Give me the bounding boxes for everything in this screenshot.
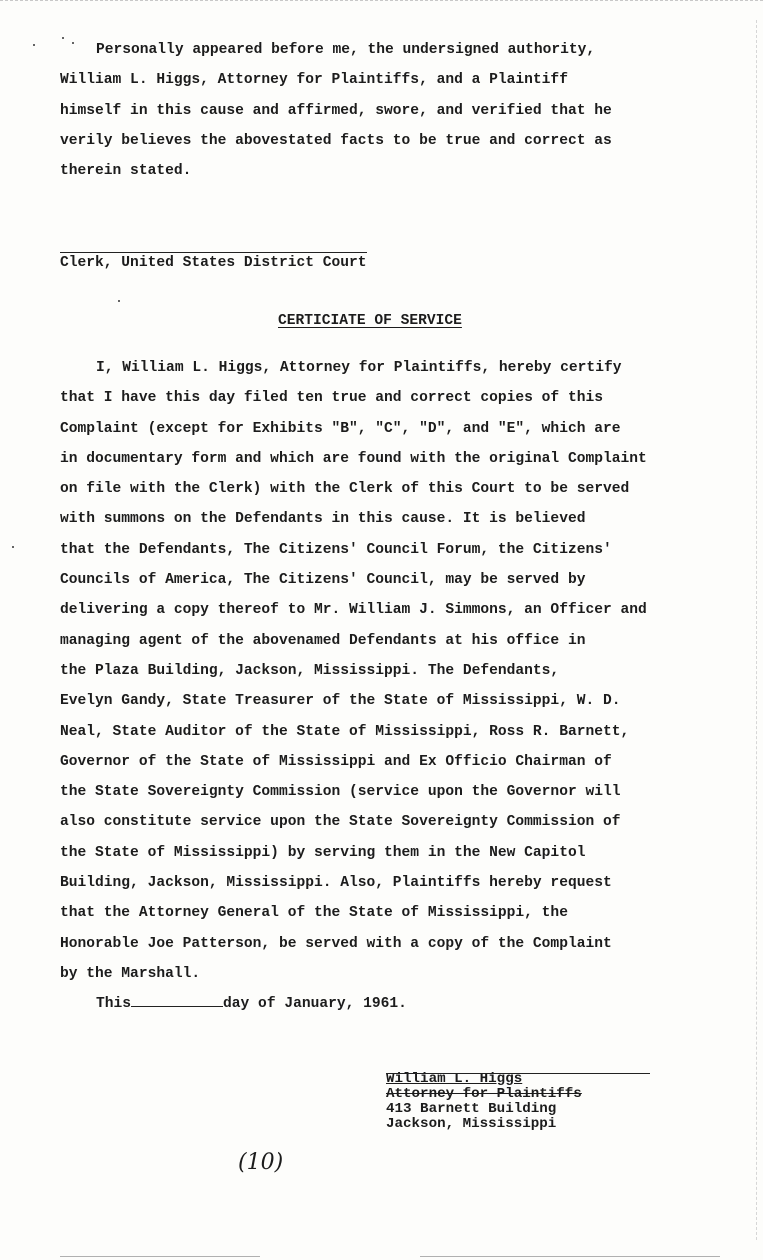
attorney-title: Attorney for Plaintiffs (386, 1086, 582, 1102)
clerk-signature-line (60, 252, 367, 272)
text-line: Governor of the State of Mississippi and Ex Officio Chairman of (60, 753, 612, 770)
text-line: the Plaza Building, Jackson, Mississippi. The Defendants, (60, 662, 560, 679)
text-line: in documentary form and which are found with the original Complaint (60, 450, 647, 467)
affirmation-paragraph (60, 35, 750, 186)
text-line: Honorable Joe Patterson, be served with a copy of the Complaint (60, 935, 612, 952)
date-prefix: This (96, 996, 132, 1012)
text-line: that the Defendants, The Citizens' Council Forum, the Citizens' (60, 541, 612, 558)
address-line: Jackson, Mississippi (386, 1116, 557, 1132)
text-line: that the Attorney General of the State of Mississippi, the (60, 905, 568, 922)
text-line: Councils of America, The Citizens' Council, may be served by (60, 572, 586, 589)
address-line: 413 Barnett Building (386, 1101, 557, 1117)
date-line (96, 996, 407, 1012)
certificate-paragraph (60, 353, 750, 989)
text-line: William L. Higgs, Attorney for Plaintiffs, and a Plaintiff (60, 72, 568, 89)
text-line: Neal, State Auditor of the State of Mississippi, Ross R. Barnett, (60, 723, 630, 740)
signature-block (386, 1072, 582, 1132)
text-line: the State of Mississippi) by serving them in the New Capitol (60, 844, 586, 861)
text-line: Evelyn Gandy, State Treasurer of the State of Mississippi, W. D. (60, 693, 621, 710)
text-line: therein stated. (60, 163, 192, 180)
scan-speck (12, 546, 14, 548)
text-line: Personally appeared before me, the undersigned authority, (96, 42, 596, 58)
scan-speck (118, 300, 120, 302)
text-line: himself in this cause and affirmed, swore, and verified that he (60, 102, 612, 119)
signature-rule (386, 1073, 650, 1074)
text-line: verily believes the abovestated facts to be true and correct as (60, 132, 612, 149)
date-suffix: day of January, 1961. (223, 996, 407, 1012)
text-line: managing agent of the abovenamed Defendants at his office in (60, 632, 586, 649)
scan-speck (33, 44, 35, 46)
date-blank (131, 996, 223, 1007)
text-line: the State Sovereignty Commission (service upon the Governor will (60, 784, 621, 801)
text-line: on file with the Clerk) with the Clerk of this Court to be served (60, 481, 630, 498)
text-line: also constitute service upon the State Sovereignty Commission of (60, 814, 621, 831)
text-line: I, William L. Higgs, Attorney for Plaintiffs, hereby certify (96, 360, 622, 376)
text-line: Complaint (except for Exhibits "B", "C", "D", and "E", which are (60, 420, 621, 437)
text-line: by the Marshall. (60, 965, 201, 982)
certificate-title: CERTICIATE OF SERVICE (278, 313, 462, 329)
text-line: that I have this day filed ten true and correct copies of this (60, 390, 603, 407)
attorney-name: William L. Higgs (386, 1071, 523, 1087)
page-number: (10) (238, 1150, 284, 1175)
text-line: with summons on the Defendants in this cause. It is believed (60, 511, 586, 528)
page-bottom-edge (60, 1256, 260, 1257)
page-top-edge (0, 0, 763, 1)
page-right-edge (756, 20, 757, 1240)
text-line: Building, Jackson, Mississippi. Also, Plaintiffs hereby request (60, 875, 612, 892)
page-bottom-edge (420, 1256, 720, 1257)
text-line: delivering a copy thereof to Mr. William J. Simmons, an Officer and (60, 602, 647, 619)
clerk-signature-label: Clerk, United States District Court (60, 252, 367, 272)
